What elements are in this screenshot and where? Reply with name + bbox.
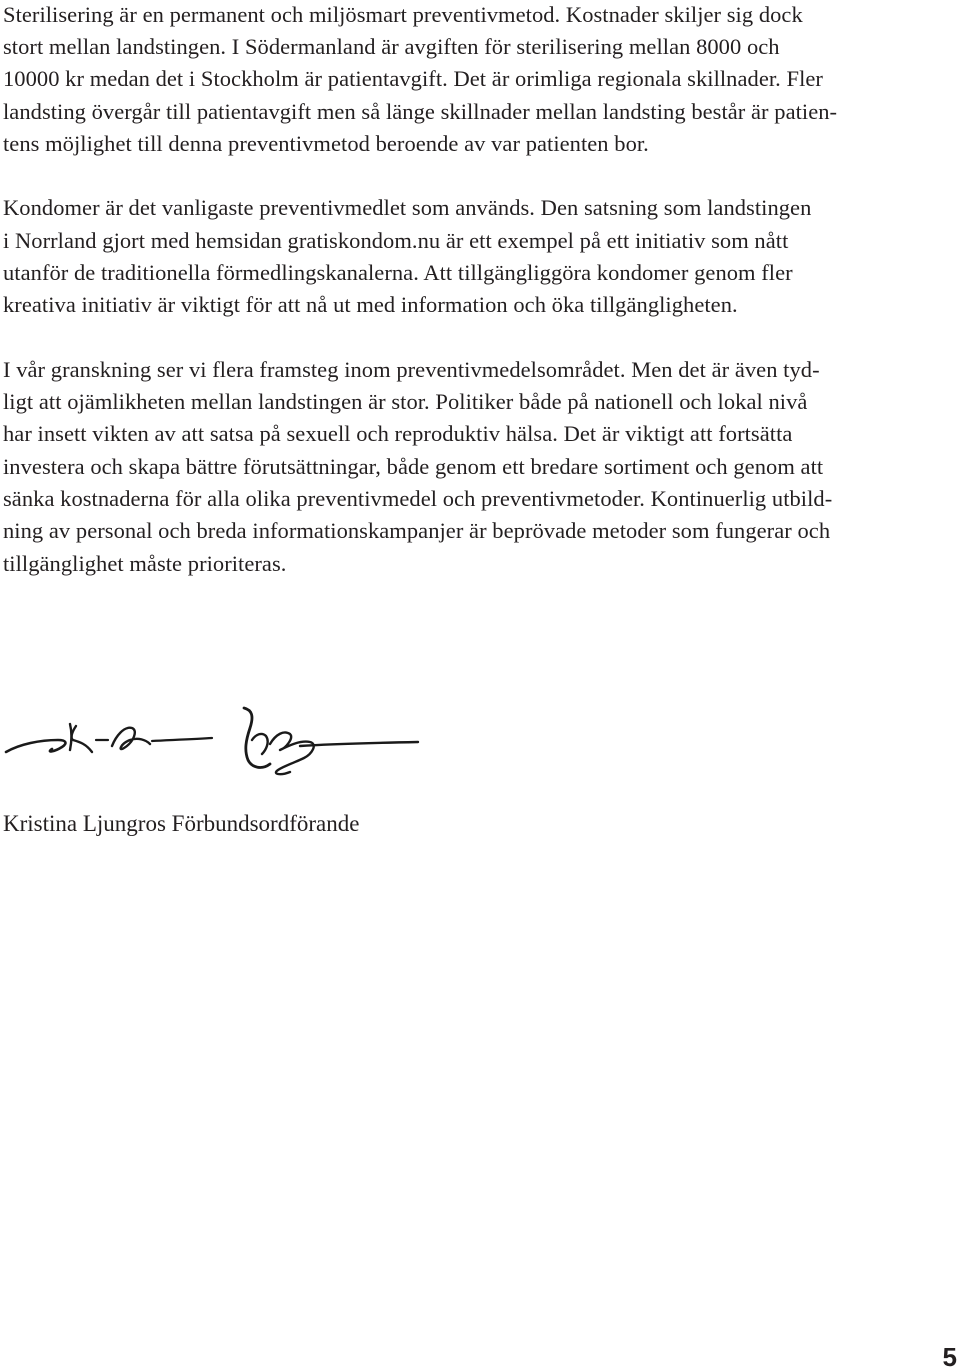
paragraph-1-line-5: tens möjlighet till denna preventivmetod beroende av var patienten bor.	[3, 131, 649, 156]
paragraph-2-line-2: i Norrland gjort med hemsidan gratiskondom.nu är ett exempel på ett initiativ som nått	[3, 228, 789, 253]
paragraph-1-line-4: landsting övergår till patientavgift men så länge skillnader mellan landsting består är patien-	[3, 99, 838, 124]
signatory-name-title: Kristina Ljungros Förbundsordförande	[3, 811, 360, 836]
paragraph-3-line-5: sänka kostnaderna för alla olika preventivmedel och preventivmetoder. Kontinuerlig utbild-	[3, 486, 833, 511]
paragraph-1-line-1: Sterilisering är en permanent och miljösmart preventivmetod. Kostnader skiljer sig dock	[3, 2, 803, 27]
paragraph-3-line-2: ligt att ojämlikheten mellan landstingen är stor. Politiker både på nationell och lokal nivå	[3, 389, 808, 414]
paragraph-3-line-3: har insett vikten av att satsa på sexuell och reproduktiv hälsa. Det är viktigt att fortsätta	[3, 421, 793, 446]
paragraph-1-line-3: 10000 kr medan det i Stockholm är patientavgift. Det är orimliga regionala skillnader. Fler	[3, 66, 823, 91]
page-number: 5	[942, 1342, 957, 1372]
paragraph-2-line-3: utanför de traditionella förmedlingskanalerna. Att tillgängliggöra kondomer genom fler	[3, 260, 793, 285]
paragraph-3-line-4: investera och skapa bättre förutsättningar, både genom ett bredare sortiment och genom att	[3, 454, 824, 479]
paragraph-3-line-6: ning av personal och breda informationskampanjer är beprövade metoder som fungerar och	[3, 518, 831, 543]
paragraph-2-line-4: kreativa initiativ är viktigt för att nå ut med information och öka tillgängligheten.	[3, 292, 738, 317]
paragraph-1-line-2: stort mellan landstingen. I Södermanland är avgiften för sterilisering mellan 8000 och	[3, 34, 780, 59]
paragraph-3-line-7: tillgänglighet måste prioriteras.	[3, 551, 287, 576]
signature-image	[0, 700, 430, 780]
paragraph-2-line-1: Kondomer är det vanligaste preventivmedlet som används. Den satsning som landstingen	[3, 195, 812, 220]
paragraph-3-line-1: I vår granskning ser vi flera framsteg inom preventivmedelsområdet. Men det är även tyd-	[3, 357, 820, 382]
